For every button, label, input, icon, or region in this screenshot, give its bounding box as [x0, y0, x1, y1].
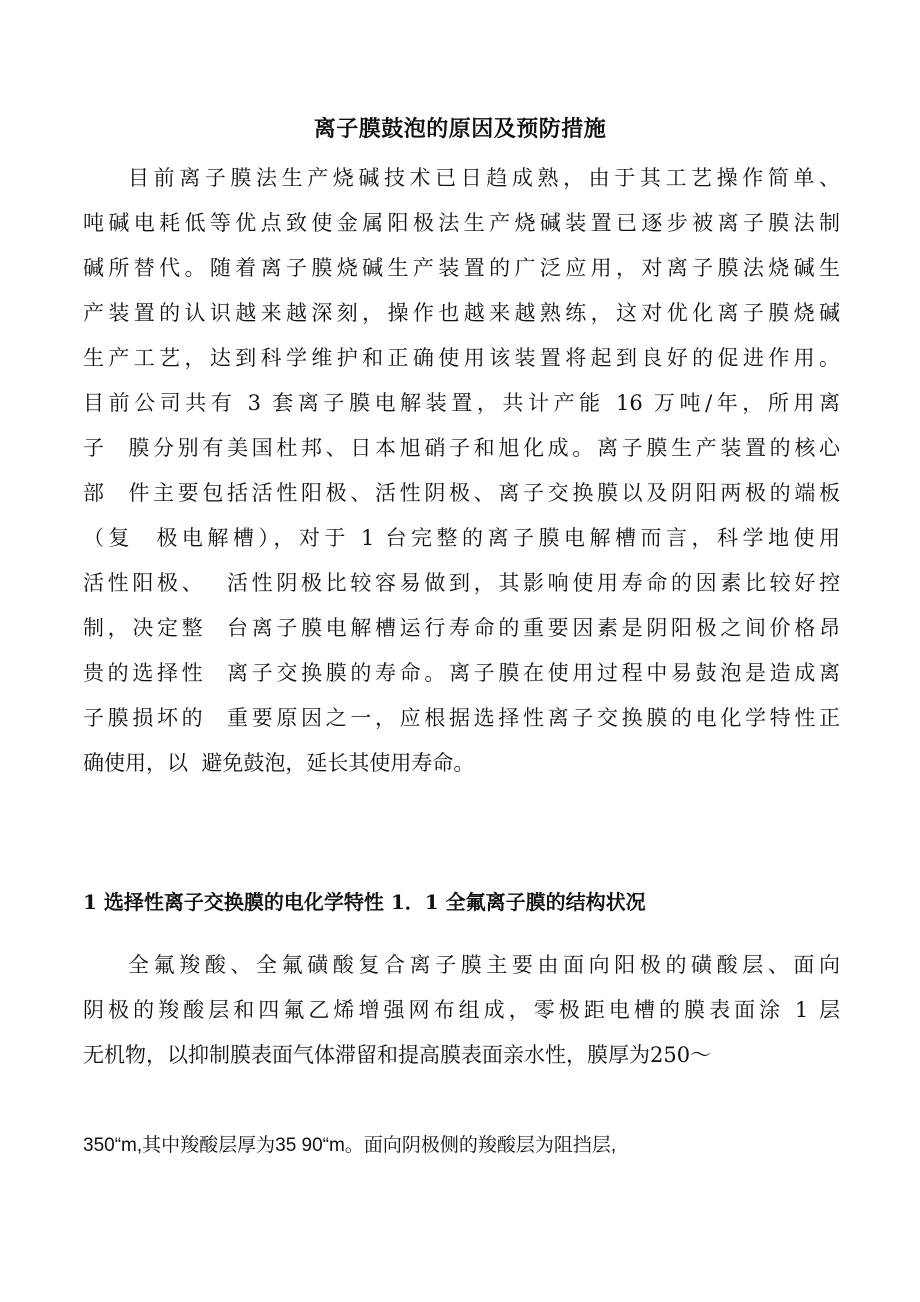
- intro-line: 子膜损坏的 重要原因之一，应根据选择性离子交换膜的电化学特性正: [83, 706, 840, 730]
- section-line: 无机物，以抑制膜表面气体滞留和提高膜表面亲水性，膜厚为250〜: [83, 1043, 712, 1067]
- intro-line: 生产工艺，达到科学维护和正确使用该装置将起到良好的促进作用。: [83, 346, 840, 370]
- tail-line: 350“m,其中羧酸层厚为35 90“m。面向阴极侧的羧酸层为阻挡层,: [83, 1135, 617, 1156]
- intro-line: 碱所替代。随着离子膜烧碱生产装置的广泛应用，对离子膜法烧碱生: [83, 256, 840, 280]
- intro-line: 确使用，以 避免鼓泡，延长其使用寿命。: [83, 751, 475, 775]
- intro-line: 产装置的认识越来越深刻，操作也越来越熟练，这对优化离子膜烧碱: [83, 301, 840, 325]
- intro-line: 制，决定整 台离子膜电解槽运行寿命的重要因素是阴阳极之间价格昂: [83, 616, 840, 640]
- intro-line: 目前离子膜法生产烧碱技术已日趋成熟，由于其工艺操作简单、: [83, 166, 840, 190]
- intro-paragraph: [83, 156, 840, 786]
- intro-line: 目前公司共有 3 套离子膜电解装置，共计产能 16 万吨/年，所用离: [83, 391, 840, 415]
- intro-line: 活性阳极、 活性阴极比较容易做到，其影响使用寿命的因素比较好控: [83, 571, 840, 595]
- section-line: 阴极的羧酸层和四氟乙烯增强网布组成，零极距电槽的膜表面涂 1 层: [83, 998, 840, 1022]
- intro-line: 部 件主要包括活性阳极、活性阴极、离子交换膜以及阴阳两极的端板: [83, 481, 840, 505]
- intro-line: 吨碱电耗低等优点致使金属阳极法生产烧碱装置已逐步被离子膜法制: [83, 211, 840, 235]
- intro-line: （复 极电解槽），对于 1 台完整的离子膜电解槽而言，科学地使用: [83, 526, 840, 550]
- document-title: 离子膜鼓泡的原因及预防措施: [313, 116, 607, 142]
- intro-line: 贵的选择性 离子交换膜的寿命。离子膜在使用过程中易鼓泡是造成离: [83, 661, 840, 685]
- intro-line: 子 膜分别有美国杜邦、日本旭硝子和旭化成。离子膜生产装置的核心: [83, 436, 840, 460]
- section-line: 全氟羧酸、全氟磺酸复合离子膜主要由面向阳极的磺酸层、面向: [83, 953, 840, 977]
- section-heading: 1 选择性离子交换膜的电化学特性 1．1 全氟离子膜的结构状况: [83, 890, 646, 914]
- section-paragraph: [83, 943, 840, 1078]
